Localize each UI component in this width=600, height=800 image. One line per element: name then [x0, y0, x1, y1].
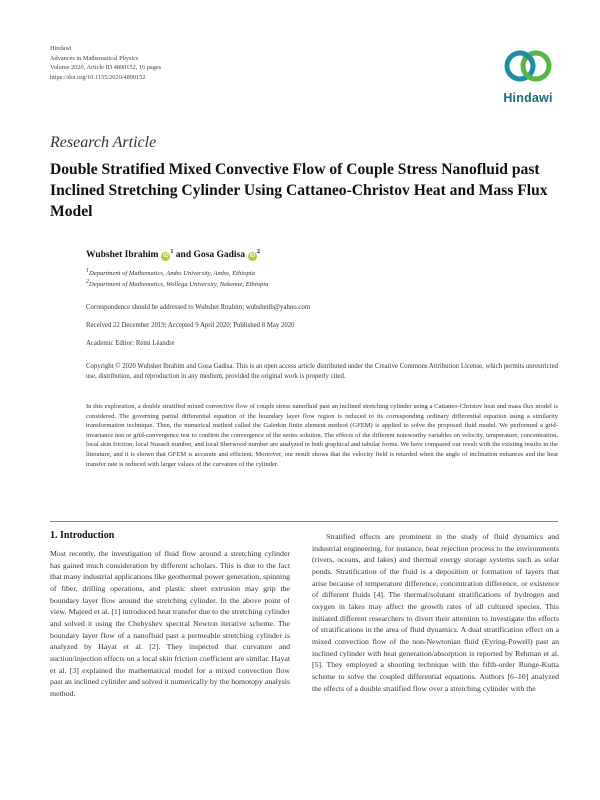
- author-affiliation-marker: 2: [256, 249, 260, 255]
- author-affiliation-marker: 1: [170, 249, 174, 255]
- journal-metadata: [50, 44, 161, 82]
- section-divider: [50, 521, 558, 522]
- article-title: Double Stratified Mixed Convective Flow of Couple Stress Nanofluid past Inclined Stretching Cylinder Using Cattaneo-Christov Heat and Mass Flux Model: [50, 161, 548, 220]
- doi-link[interactable]: https://doi.org/10.1155/2020/4890152: [50, 73, 146, 81]
- body-column-right: Stratified effects are prominent in the study of fluid dynamics and industrial engineering, for instance, heat rejection process to the environments (rivers, oceans, and lakes) and thermal energy storage systems such as solar ponds. Stratification of the fluid is a deposition or formation of layers that arise because of temperature difference, concentration difference, or existence of different fluids [4]. The thermal/solutant stratifications of hydrogen and oxygen in lakes may affect the growth rates of all cultured species. This initiated different researchers to divert their attention to investigate the effects of stratifications in the area of fluid dynamics. A dual stratification effect on a mixed convection flow of the non-Newtonian fluid (Eyring-Powell) past an inclined cylinder with heat generation/absorption is reported by Rehman et al. [5]. They employed a shooting technique with the fifth-order Runge-Kutta scheme to solve the coupled differential equations. Authors [6–10] analyzed the effects of a double stratified flow over a stretching cylinder with the: [312, 532, 559, 693]
- copyright-notice: Copyright © 2020 Wubshet Ibrahim and Gosa Gadisa. This is an open access article distributed under the Creative Commons Attribution License, which permits unrestricted use, distribution, and reproduction in any medium, provided the original work is properly cited.: [86, 363, 558, 380]
- affiliation: [86, 268, 255, 277]
- academic-editor: Academic Editor: Remi Léandre: [86, 340, 175, 347]
- author-joiner: and: [175, 250, 192, 261]
- affiliation-text: Department of Mathematics, Ambo University, Ambo, Ethiopia: [89, 270, 255, 278]
- volume-info: Volume 2020, Article ID 4890152, 16 pages: [50, 64, 162, 72]
- orcid-icon[interactable]: iD: [163, 253, 169, 260]
- author-name[interactable]: Wubshet Ibrahim: [86, 250, 159, 261]
- body-column-left: Most recently, the investigation of fluid flow around a stretching cylinder has gained much consideration by different scholars. This is due to the fact that many industrial applications like geothermal power generation, spinning of fiber, drilling operations, and plastic sheet extrusion may grip the boundary layer flow around the stretching cylinder. In the above point of view, Majeed et al. [1] introduced heat transfer due to the stretching cylinder and solved it using the Chebyshev spectral Newton iterative scheme. The boundary layer flow of a nanofluid past a permeable stretching cylinder is analyzed by Hayat et al. [2]. They inspected that curvature and suction/injection effects on a local skin friction coefficient are similar. Hayat et al. [3] explained the mathematical model for a mixed convection flow past an inclined cylinder and solved it numerically by the homotopy analysis method.: [50, 549, 290, 698]
- affiliation-text: Department of Mathematics, Wollega University, Nekemte, Ethiopia: [89, 281, 269, 289]
- affiliation-marker: 1: [86, 268, 89, 274]
- hindawi-logo: [496, 44, 560, 106]
- publisher-name: Hindawi: [50, 45, 72, 52]
- author-name[interactable]: Gosa Gadisa: [193, 250, 245, 261]
- affiliation-marker: 2: [86, 279, 89, 285]
- hindawi-logo-icon: [496, 44, 560, 90]
- section-heading: 1. Introduction: [50, 530, 115, 541]
- author-list: [86, 249, 260, 261]
- hindawi-logo-text: Hindawi: [503, 91, 553, 105]
- affiliation: [86, 279, 268, 288]
- correspondence: Correspondence should be addressed to Wubshet Ibrahim; wubshetib@yahoo.com: [86, 304, 311, 311]
- abstract: In this exploration, a double stratified mixed convective flow of couple stress nanofluid past an inclined stretching cylinder using a Cattaneo-Christov heat and mass flux model is considered. The governing partial differential equation of the boundary layer flow region is reduced to its corresponding ordinary differential equation using a similarity transformation technique. Then, the numerical method called the Galerkin finite element method (GFEM) is applied to solve the proposed fluid model. We performed a grid-invariance test or grid-convergence test to confirm the convergence of the series solution. The effects of the different noteworthy variables on velocity, temperature, concentration, local skin friction, local Nusselt number, and local Sherwood number are analyzed in both graphical and tabular forms. We have compared our result with the existing results in the literature, and it is shown that GFEM is accurate and efficient. Moreover, our result shows that the velocity field is retarded when the angle of inclination enhances and the heat transfer rate is reduced with larger values of the curvature of the cylinder.: [86, 403, 558, 468]
- journal-name: Advances in Mathematical Physics: [50, 54, 139, 62]
- publication-dates: Received 22 December 2019; Accepted 9 April 2020; Published 8 May 2020: [86, 322, 295, 329]
- orcid-icon[interactable]: iD: [249, 253, 256, 260]
- article-type: Research Article: [50, 134, 157, 151]
